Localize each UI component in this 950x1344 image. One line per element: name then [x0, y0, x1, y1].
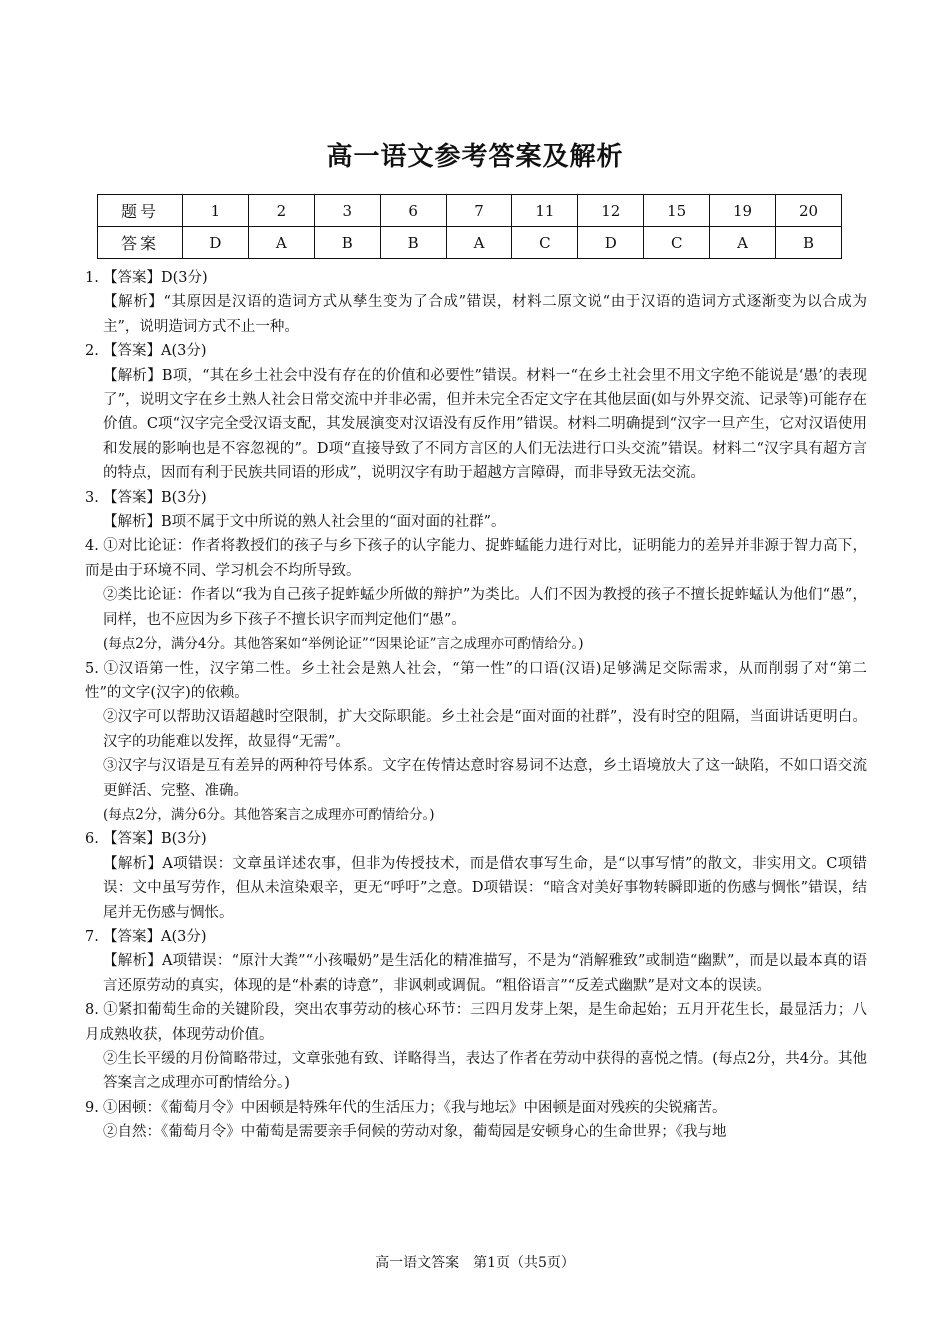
table-cell: 6	[380, 195, 446, 227]
item-4	[85, 534, 867, 656]
row-header-numbers: 题号	[98, 195, 183, 227]
table-cell: 2	[248, 195, 314, 227]
answer-point: ③汉字与汉语是互有差异的两种符号体系。文字在传情达意时容易词不达意，乡土语境放大了这一缺陷，不如口语交流更鲜活、完整、准确。	[103, 758, 867, 799]
answer-point: ①困顿：《葡萄月令》中困顿是特殊年代的生活压力；《我与地坛》中困顿是面对残疾的尖锐痛苦。	[103, 1099, 727, 1116]
item-number: 7.	[85, 928, 99, 945]
page-footer: 高一语文答案 第1页（共5页）	[375, 1255, 575, 1271]
table-cell: 19	[710, 195, 776, 227]
table-cell: B	[314, 227, 380, 259]
scoring-note: (每点2分，满分4分。其他答案如“举例论证”“因果论证”言之成理亦可酌情给分。)	[103, 636, 584, 653]
explanation-paragraph: 【解析】A项错误：文章虽详述农事，但非为传授技术，而是借农事写生命，是“以事写情”的散文，非实用文。C项错误：文中虽写劳作，但从未渲染艰辛，更无“呼吁”之意。D项错误：“暗含对美好事物转瞬即逝的伤感与惆怅”错误，结尾并无伤感与惆怅。	[103, 855, 867, 921]
explanation-paragraph: 【解析】A项错误：“原汁大粪”“小孩嘬奶”是生活化的精准描写，不是为“消解雅致”或制造“幽默”，而是以最本真的语言还原劳动的真实，体现的是“朴素的诗意”，非讽刺或调侃。“粗俗语言”“反差式幽默”是对文本的误读。	[103, 953, 867, 994]
item-8	[85, 998, 867, 1096]
item-number: 1.	[85, 270, 99, 286]
item-2	[85, 339, 867, 485]
answer-point: ①对比论证：作者将教授们的孩子与乡下孩子的认字能力、捉蚱蜢能力进行对比，证明能力的差异并非源于智力高下，而是由于环境不同、学习机会不均所导致。	[85, 538, 867, 579]
table-cell: 11	[512, 195, 578, 227]
explanation-paragraph: 【解析】B项不属于文中所说的熟人社会里的“面对面的社群”。	[103, 514, 506, 531]
answer-point: ②类比论证：作者以“我为自己孩子捉蚱蜢少所做的辩护”为类比。人们不因为教授的孩子不擅长捉蚱蜢认为他们“愚”，同样，也不应因为乡下孩子不擅长识字而判定他们“愚”。	[103, 587, 867, 628]
item-number: 4.	[85, 538, 99, 555]
item-9	[85, 1096, 867, 1145]
item-7	[85, 925, 867, 998]
table-cell: 3	[314, 195, 380, 227]
table-row-numbers	[98, 195, 842, 227]
item-3	[85, 486, 867, 535]
answer-point: ②生长平缓的月份简略带过，文章张弛有致、详略得当，表达了作者在劳动中获得的喜悦之情。(每点2分，共4分。其他答案言之成理亦可酌情给分。)	[103, 1051, 867, 1092]
answer-point: ②自然：《葡萄月令》中葡萄是需要亲手伺候的劳动对象，葡萄园是安顿身心的生命世界；《我与地	[103, 1124, 727, 1141]
answer-point: ①紧扣葡萄生命的关键阶段，突出农事劳动的核心环节：三四月发芽上架，是生命起始；五月开花生长，最显活力；八月成熟收获，体现劳动价值。	[85, 1002, 867, 1043]
answer-explanations	[85, 266, 867, 1145]
table-cell: A	[248, 227, 314, 259]
answer-line: 【答案】D(3分)	[103, 270, 208, 286]
item-number: 9.	[85, 1099, 99, 1116]
item-number: 6.	[85, 831, 99, 848]
item-1	[85, 266, 867, 339]
table-cell: D	[578, 227, 644, 259]
item-6	[85, 827, 867, 925]
table-cell: B	[380, 227, 446, 259]
answer-line: 【答案】A(3分)	[103, 928, 207, 945]
table-cell: 1	[183, 195, 249, 227]
item-5	[85, 657, 867, 828]
table-cell: C	[512, 227, 578, 259]
table-cell: 20	[776, 195, 842, 227]
table-cell: D	[183, 227, 249, 259]
answer-point: ①汉语第一性，汉字第二性。乡土社会是熟人社会，“第一性”的口语(汉语)足够满足交际需求，从而削弱了对“第二性”的文字(汉字)的依赖。	[85, 660, 867, 701]
table-cell: 15	[644, 195, 710, 227]
table-cell: 12	[578, 195, 644, 227]
answer-point: ②汉字可以帮助汉语超越时空限制，扩大交际职能。乡土社会是“面对面的社群”，没有时空的阻隔，当面讲话更明白。汉字的功能难以发挥，故显得“无需”。	[103, 709, 867, 750]
explanation-paragraph: 【解析】B项，“其在乡土社会中没有存在的价值和必要性”错误。材料一“在乡土社会里不用文字绝不能说是‘愚’的表现了”，说明文字在乡土熟人社会日常交流中并非必需，但并未完全否定文字在其他层面(如与外界交流、记录等)可能存在价值。C项“汉字完全受汉语支配，其发展演变对汉语没有反作用”错误。材料二明确提到“汉字一旦产生，它对汉语使用和发展的影响也是不容忽视的”。D项“直接导致了不同方言区的人们无法进行口头交流”错误。材料二“汉字具有超方言的特点，因而有利于民族共同语的形成”，说明汉字有助于超越方言障碍，而非导致无法交流。	[103, 367, 867, 482]
answer-line: 【答案】B(3分)	[103, 489, 207, 506]
item-number: 3.	[85, 489, 99, 506]
item-number: 2.	[85, 343, 99, 360]
table-row-answers	[98, 227, 842, 259]
answer-line: 【答案】B(3分)	[103, 831, 207, 848]
table-cell: A	[710, 227, 776, 259]
row-header-answers: 答案	[98, 227, 183, 259]
table-cell: C	[644, 227, 710, 259]
table-cell: 7	[446, 195, 512, 227]
item-number: 5.	[85, 660, 99, 677]
explanation-paragraph: 【解析】“其原因是汉语的造词方式从孳生变为了合成”错误，材料二原文说“由于汉语的造词方式逐渐变为以合成为主”，说明造词方式不止一种。	[103, 294, 867, 335]
answer-table	[97, 194, 842, 259]
table-cell: B	[776, 227, 842, 259]
answer-line: 【答案】A(3分)	[103, 343, 207, 360]
page-title: 高一语文参考答案及解析	[326, 142, 624, 172]
item-number: 8.	[85, 1002, 99, 1019]
scoring-note: (每点2分，满分6分。其他答案言之成理亦可酌情给分。)	[103, 806, 435, 823]
table-cell: A	[446, 227, 512, 259]
